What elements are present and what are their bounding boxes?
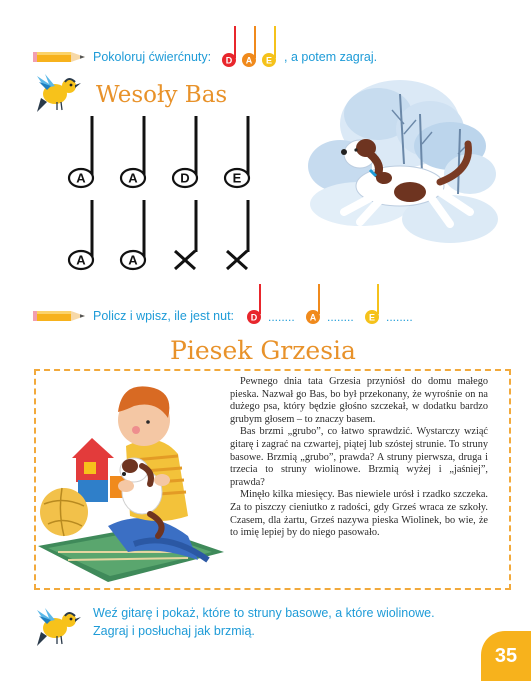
svg-text:E: E bbox=[265, 55, 273, 66]
instruction-1-lead: Pokoloruj ćwierćnuty: bbox=[93, 50, 212, 64]
score-note-5-label: A bbox=[76, 252, 86, 268]
score-note-6 bbox=[121, 200, 145, 269]
story-paragraph-2: Bas brzmi „grubo”, co łatwo sprawdzić. Wystarczy wziąć gitarę i zagrać na czwartej, piątej lub szóstej strunie. To struny basowe. Brzmią „grubo”, prawda? A struny pierwsza, druga i trzecia to struny wiolinowe. Brzmią wyżej i „jaśniej”, prawda? bbox=[230, 426, 488, 488]
instruction-2-lead: Policz i wpisz, ile jest nut: bbox=[93, 309, 235, 323]
music-score bbox=[55, 110, 265, 285]
story-title: Piesek Grzesia bbox=[170, 336, 356, 365]
quarter-note-e-icon bbox=[262, 26, 276, 67]
count-blank-e[interactable]: ........ bbox=[386, 310, 413, 324]
score-note-6-label: A bbox=[128, 252, 138, 268]
dog-illustration bbox=[300, 74, 500, 259]
story-paragraph-1: Pewnego dnia tata Grzesia przyniósł do domu małego pieska. Nazwał go Bas, bo był przekonany, że wyrośnie on na dużego psa, który będzie głośno szczekał, w dodatku bardzo grubym głosem – to znaczy basem. bbox=[230, 376, 488, 425]
score-note-5 bbox=[69, 200, 93, 269]
svg-text:A: A bbox=[309, 312, 317, 323]
count-blank-d[interactable]: ........ bbox=[268, 310, 295, 324]
svg-text:A: A bbox=[245, 55, 253, 66]
score-rest-x-1 bbox=[175, 200, 196, 269]
pencil-icon-2 bbox=[33, 308, 87, 329]
bottom-instruction bbox=[93, 604, 435, 640]
score-note-1 bbox=[69, 116, 93, 187]
score-note-3-label: D bbox=[180, 170, 190, 186]
svg-text:E: E bbox=[368, 312, 376, 323]
score-note-2-label: A bbox=[128, 170, 138, 186]
pencil-icon bbox=[33, 49, 87, 70]
story-paragraph-3: Minęło kilka miesięcy. Bas niewiele urósł i rzadko szczeka. Za to piszczy cieniutko z radości, gdy Grześ wraca ze szkoły. Czasem, dla żartu, Grześ nazywa pieska Wiolinek, bo wie, że to imię lepiej by do niego pasowało. bbox=[230, 489, 488, 539]
svg-text:D: D bbox=[250, 312, 258, 323]
song-title: Wesoły Bas bbox=[96, 82, 228, 108]
boy-with-dog-illustration bbox=[38, 376, 224, 591]
score-note-4 bbox=[225, 116, 249, 187]
instruction-1-notes bbox=[220, 22, 284, 73]
quarter-note-a-icon bbox=[242, 26, 256, 67]
score-note-2 bbox=[121, 116, 145, 187]
bottom-instruction-line-1: Weź gitarę i pokaż, które to struny basowe, a które wiolinowe. bbox=[93, 606, 435, 620]
count-note-d bbox=[246, 282, 266, 331]
score-note-1-label: A bbox=[76, 170, 86, 186]
quarter-note-d-icon bbox=[222, 26, 236, 67]
story-text bbox=[230, 376, 488, 540]
instruction-1-tail: , a potem zagraj. bbox=[284, 50, 378, 64]
score-note-4-label: E bbox=[232, 170, 242, 186]
bottom-instruction-line-2: Zagraj i posłuchaj jak brzmią. bbox=[93, 624, 255, 638]
page-number: 35 bbox=[481, 631, 531, 681]
score-rest-x-2 bbox=[227, 200, 248, 269]
svg-text:D: D bbox=[225, 55, 233, 66]
count-note-e bbox=[364, 282, 384, 331]
count-blank-a[interactable]: ........ bbox=[327, 310, 354, 324]
bird-icon-2 bbox=[35, 606, 81, 653]
score-note-3 bbox=[173, 116, 197, 187]
count-note-a bbox=[305, 282, 325, 331]
instruction-1 bbox=[93, 50, 211, 64]
